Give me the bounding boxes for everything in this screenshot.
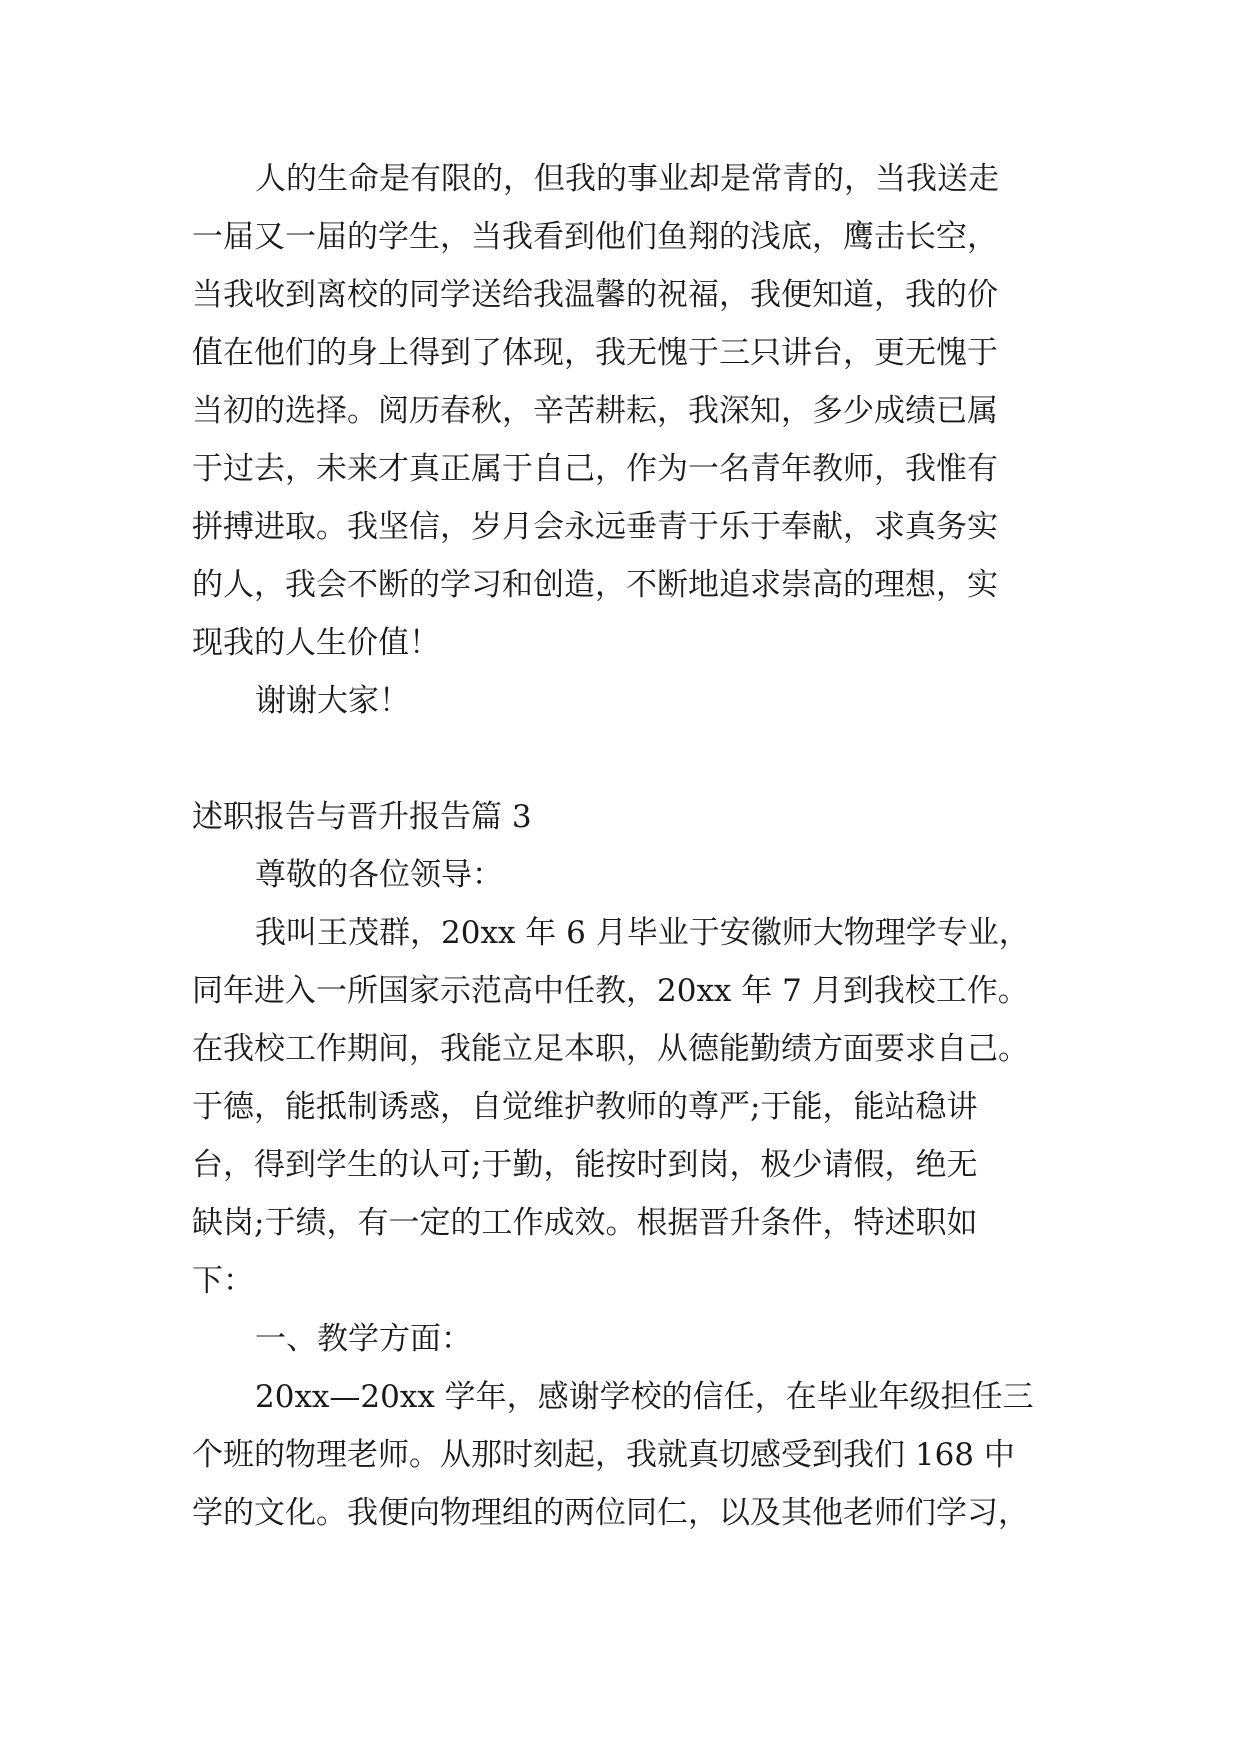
text-line: 当初的选择。阅历春秋，辛苦耕耘，我深知，多少成绩已属 (192, 393, 998, 429)
text-line: 20xx—20xx 学年，感谢学校的信任，在毕业年级担任三 (255, 1379, 1034, 1415)
thanks-line: 谢谢大家！ (255, 683, 410, 719)
text-line: 人的生命是有限的，但我的事业却是常青的，当我送走 (255, 161, 999, 197)
text-line: 于德，能抵制诱惑，自觉维护教师的尊严;于能，能站稳讲 (192, 1089, 978, 1125)
paragraph-closing (192, 150, 1072, 672)
text-line: 一届又一届的学生，当我看到他们鱼翔的浅底，鹰击长空， (192, 219, 998, 255)
paragraph-intro (192, 904, 1072, 1310)
text-line: 缺岗;于绩，有一定的工作成效。根据晋升条件，特述职如 (192, 1205, 978, 1241)
text-line: 现我的人生价值！ (192, 625, 440, 661)
text-line: 学的文化。我便向物理组的两位同仁，以及其他老师们学习， (192, 1495, 1029, 1531)
spacer (192, 730, 1072, 788)
text-line: 下： (192, 1263, 254, 1299)
text-line: 的人，我会不断的学习和创造，不断地追求崇高的理想，实 (192, 567, 998, 603)
section-title: 述职报告与晋升报告篇 3 (192, 799, 532, 835)
document-body (192, 150, 1072, 1542)
text-line: 于过去，未来才真正属于自己，作为一名青年教师，我惟有 (192, 451, 998, 487)
subheading: 一、教学方面： (255, 1321, 472, 1357)
text-line: 个班的物理老师。从那时刻起，我就真切感受到我们 168 中 (192, 1437, 1015, 1473)
text-line: 台，得到学生的认可;于勤，能按时到岗，极少请假，绝无 (192, 1147, 978, 1183)
salutation: 尊敬的各位领导： (255, 857, 503, 893)
paragraph-teaching (192, 1368, 1072, 1542)
text-line: 同年进入一所国家示范高中任教，20xx 年 7 月到我校工作。 (192, 973, 1029, 1009)
text-line: 拼搏进取。我坚信，岁月会永远垂青于乐于奉献，求真务实 (192, 509, 998, 545)
text-line: 值在他们的身上得到了体现，我无愧于三只讲台，更无愧于 (192, 335, 998, 371)
text-line: 当我收到离校的同学送给我温馨的祝福，我便知道，我的价 (192, 277, 998, 313)
text-line: 我叫王茂群，20xx 年 6 月毕业于安徽师大物理学专业， (255, 915, 1030, 951)
text-line: 在我校工作期间，我能立足本职，从德能勤绩方面要求自己。 (192, 1031, 1029, 1067)
